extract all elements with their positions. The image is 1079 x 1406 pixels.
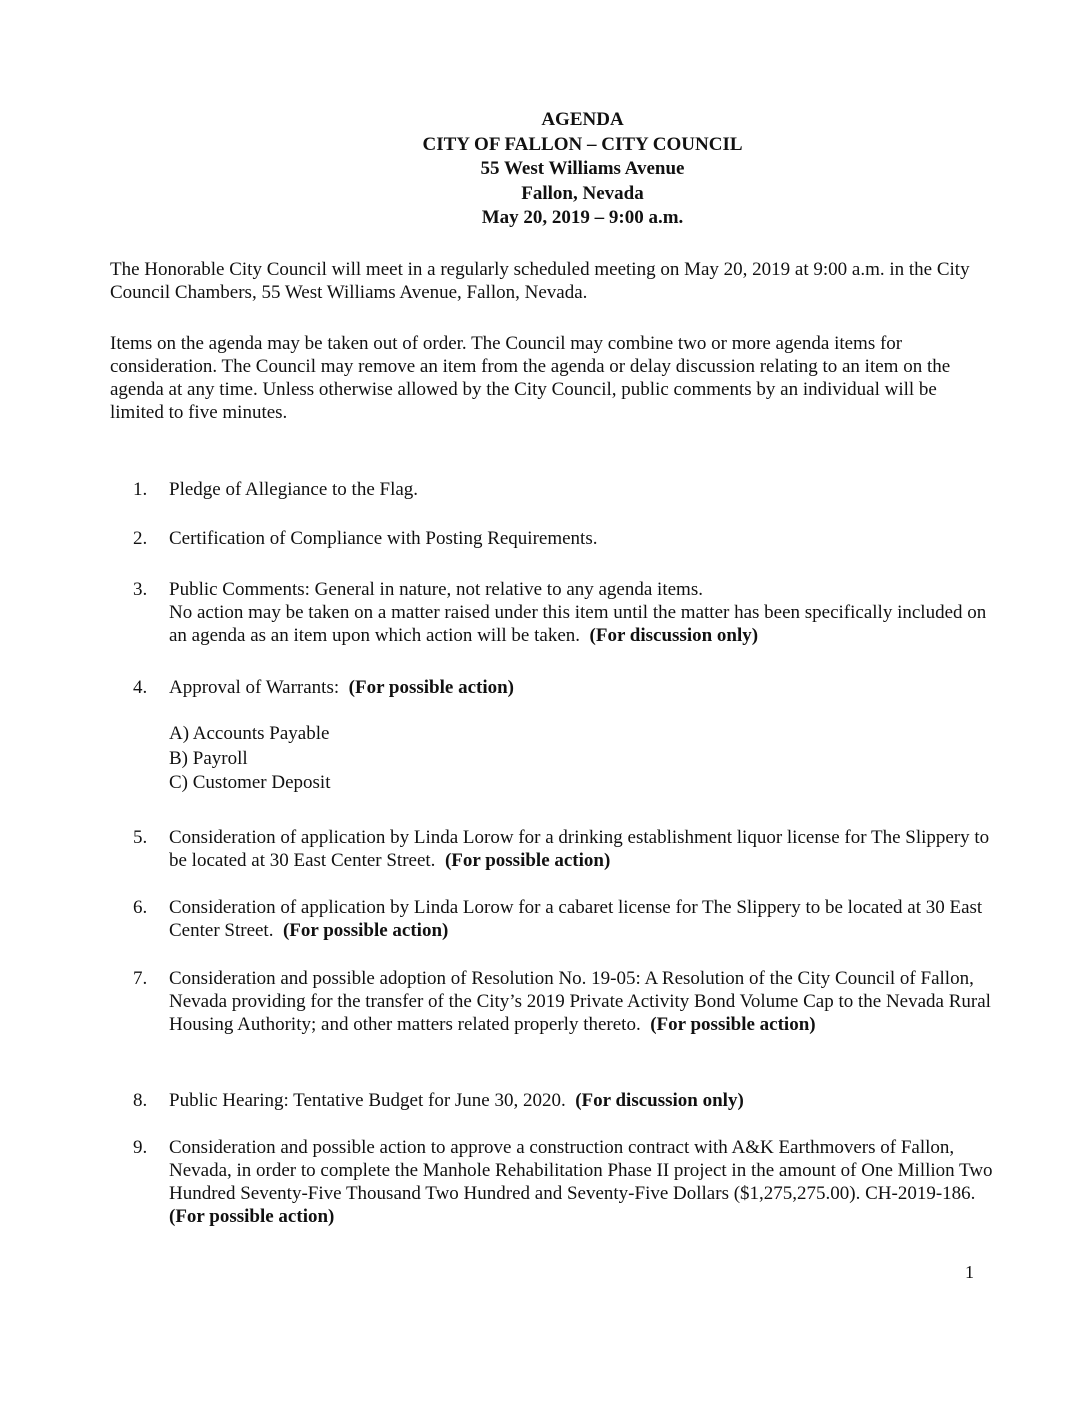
agenda-item-4 — [133, 676, 1003, 699]
header-council: CITY OF FALLON – CITY COUNCIL — [422, 133, 743, 155]
item-action-tag: (For possible action) — [169, 1206, 335, 1227]
agenda-item-3 — [133, 578, 1003, 647]
agenda-item-2 — [133, 527, 1003, 550]
agenda-item-6 — [133, 896, 1003, 942]
item-text: Consideration and possible adoption of Resolution No. 19-05: A Resolution of the City Council of Fallon, Nevada providing for the transfer of the City’s 2019 Private Activity Bond Volume Cap to the Nevada Rural Housing Authority; and other matters related properly thereto. — [169, 968, 991, 1035]
agenda-item-9 — [133, 1136, 1003, 1228]
agenda-item-8 — [133, 1089, 1003, 1112]
item-number: 7. — [133, 968, 148, 989]
item-number: 4. — [133, 677, 148, 698]
item-number: 1. — [133, 479, 148, 500]
item-action-tag: (For discussion only) — [589, 625, 759, 646]
item-text: Approval of Warrants: — [169, 677, 340, 698]
item-text: Consideration of application by Linda Lorow for a cabaret license for The Slippery to be located at 30 East Center Street. — [169, 897, 983, 941]
header-city: Fallon, Nevada — [521, 182, 644, 204]
header-address: 55 West Williams Avenue — [480, 158, 685, 179]
item-text: Public Comments: General in nature, not relative to any agenda items. — [169, 579, 703, 600]
header-title: AGENDA — [541, 109, 624, 130]
warrant-item: C) Customer Deposit — [169, 772, 331, 793]
item-action-tag: (For possible action) — [444, 850, 611, 871]
item-text: Public Hearing: Tentative Budget for June 30, 2020. — [169, 1090, 566, 1111]
item-number: 6. — [133, 897, 148, 918]
item-action-tag: (For possible action) — [650, 1014, 816, 1035]
item-action-tag: (For possible action) — [348, 677, 515, 698]
item-text: Certification of Compliance with Posting Requirements. — [169, 528, 598, 549]
warrant-sublist — [169, 722, 331, 796]
intro-paragraph-1: The Honorable City Council will meet in a regularly scheduled meeting on May 20, 2019 at 9:00 a.m. in the City Council Chambers, 55 West Williams Avenue, Fallon, Nevada. — [110, 259, 970, 303]
intro-paragraph-2: Items on the agenda may be taken out of order. The Council may combine two or more agenda items for consideration. The Council may remove an item from the agenda or delay discussion relating to an item on the agenda at any time. Unless otherwise allowed by the City Council, public comments by an individual will be limited to five minutes. — [110, 333, 951, 423]
agenda-item-1 — [133, 478, 1003, 501]
item-text-detail: No action may be taken on a matter raised under this item until the matter has been specifically included on an agenda as an item upon which action will be taken. — [169, 602, 987, 646]
agenda-header — [0, 108, 1079, 231]
agenda-item-5 — [133, 826, 1003, 872]
item-number: 5. — [133, 827, 148, 848]
item-number: 2. — [133, 528, 148, 549]
item-text: Consideration and possible action to approve a construction contract with A&K Earthmovers of Fallon, Nevada, in order to complete the Manhole Rehabilitation Phase II project in the amount of One Million Two Hundred Seventy-Five Thousand Two Hundred and Seventy-Five Dollars ($1,275,275.00). CH-2019-186. — [169, 1137, 993, 1204]
item-text: Consideration of application by Linda Lorow for a drinking establishment liquor license for The Slippery to be located at 30 East Center Street. — [169, 827, 990, 871]
item-action-tag: (For possible action) — [282, 920, 449, 941]
page-number: 1 — [965, 1262, 974, 1282]
warrant-item: A) Accounts Payable — [169, 723, 330, 744]
item-number: 9. — [133, 1137, 148, 1158]
item-number: 3. — [133, 579, 148, 600]
item-text: Pledge of Allegiance to the Flag. — [169, 479, 419, 500]
header-date: May 20, 2019 – 9:00 a.m. — [481, 207, 684, 228]
item-action-tag: (For discussion only) — [575, 1090, 744, 1111]
warrant-item: B) Payroll — [169, 747, 248, 769]
agenda-item-7 — [133, 967, 1003, 1036]
item-number: 8. — [133, 1090, 148, 1111]
